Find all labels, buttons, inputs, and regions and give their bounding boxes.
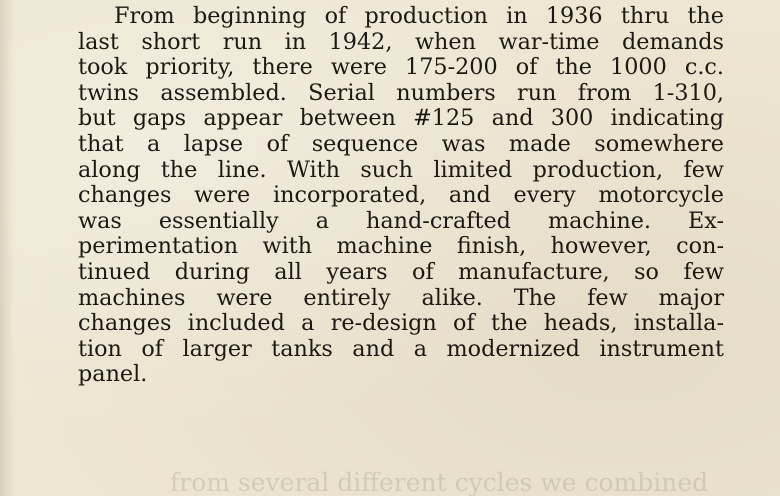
- paragraph-line: changes included a re-design of the heads, installa-: [78, 310, 724, 337]
- reverse-side-show-through-line: from several different cycles we combined: [170, 470, 709, 496]
- article-paragraph: [78, 4, 724, 388]
- paragraph-line: perimentation with machine finish, however, con-: [78, 233, 724, 260]
- paragraph-line: machines were entirely alike. The few major: [78, 284, 724, 311]
- page-gutter-shadow: [0, 0, 14, 496]
- paragraph-line: took priority, there were 175-200 of the 1000 c.c.: [78, 54, 724, 81]
- paragraph-line: panel.: [78, 361, 148, 388]
- paragraph-line: along the line. With such limited production, few: [78, 156, 724, 183]
- paragraph-line: twins assembled. Serial numbers run from 1-310,: [78, 79, 724, 106]
- paragraph-line: was essentially a hand-crafted machine. Ex-: [78, 207, 724, 234]
- paragraph-line: tinued during all years of manufacture, so few: [78, 258, 724, 285]
- paragraph-line: changes were incorporated, and every motorcycle: [78, 182, 724, 209]
- paragraph-line: but gaps appear between #125 and 300 indicating: [78, 105, 724, 132]
- paragraph-line: last short run in 1942, when war-time demands: [78, 28, 724, 55]
- paragraph-line: that a lapse of sequence was made somewhere: [78, 130, 724, 157]
- paragraph-line: tion of larger tanks and a modernized instrument: [78, 335, 724, 362]
- paragraph-line: From beginning of production in 1936 thru the: [114, 3, 724, 29]
